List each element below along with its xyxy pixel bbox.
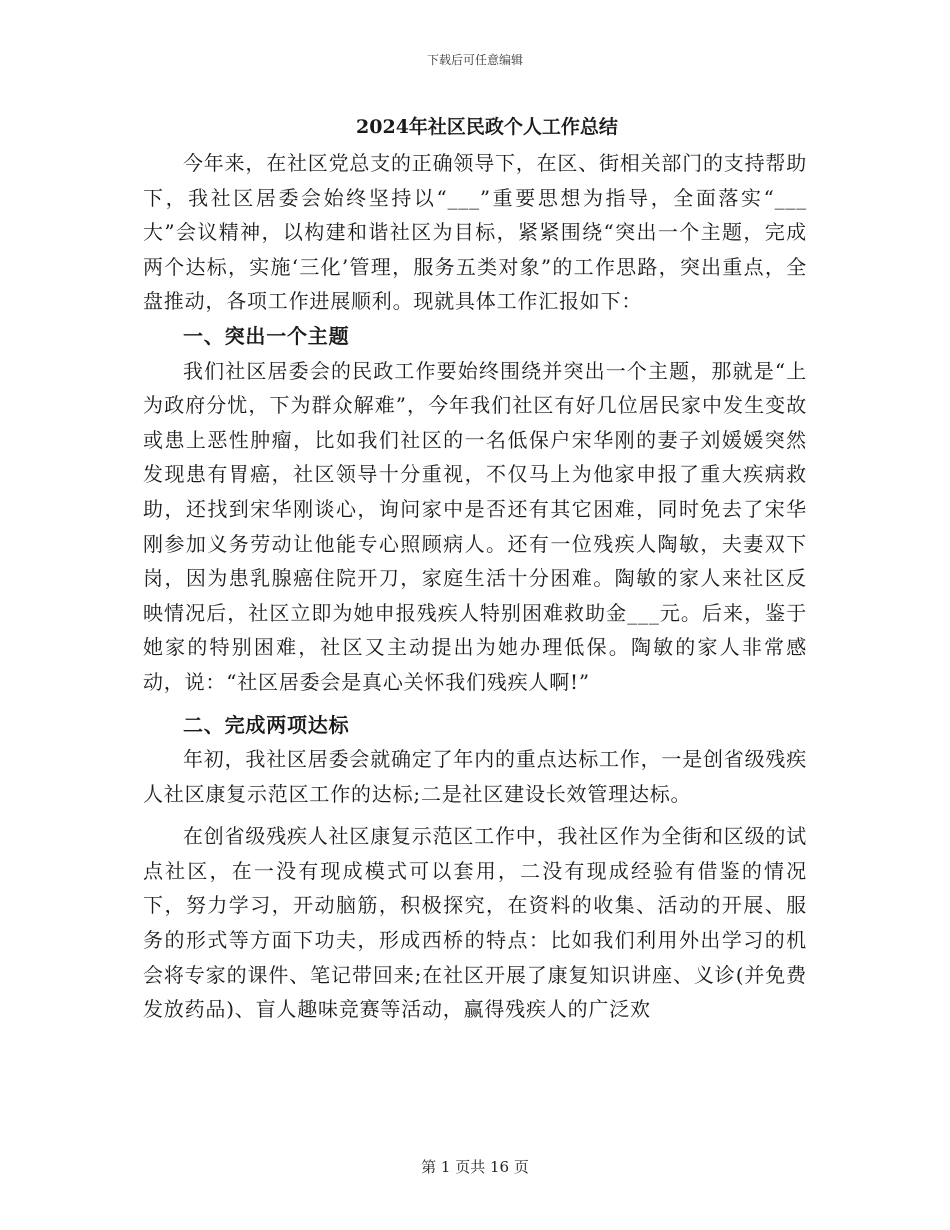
section-heading-2: 二、完成两项达标 (183, 712, 350, 737)
section-heading-1: 一、突出一个主题 (183, 323, 350, 348)
document-title: 2024年社区民政个人工作总结 (356, 116, 618, 138)
section-2-paragraph-1: 年初，我社区居委会就确定了年内的重点达标工作，一是创省级残疾人社区康复示范区工作的达标;二是社区建设长效管理达标。 (143, 747, 807, 806)
section-2-paragraph-2: 在创省级残疾人社区康复示范区工作中，我社区作为全街和区级的试点社区，在一没有现成模式可以套用，二没有现成经验有借鉴的情况下，努力学习，开动脑筋，积极探究，在资料的收集、活动的开展、服务的形式等方面下功夫，形成西桥的特点：比如我们利用外出学习的机会将专家的课件、笔记带回来;在社区开展了康复知识讲座、义诊(并免费发放药品)、盲人趣味竞赛等活动，赢得残疾人的广泛欢 (143, 824, 807, 1022)
document-body (143, 146, 807, 1027)
section-1-paragraph: 我们社区居委会的民政工作要始终围绕并突出一个主题，那就是“上为政府分忧，下为群众解难”，今年我们社区有好几位居民家中发生变故或患上恶性肿瘤，比如我们社区的一名低保户宋华刚的妻子刘媛媛突然发现患有胃癌，社区领导十分重视，不仅马上为他家申报了重大疾病救助，还找到宋华刚谈心，询问家中是否还有其它困难，同时免去了宋华刚参加义务劳动让他能专心照顾病人。还有一位残疾人陶敏，夫妻双下岗，因为患乳腺癌住院开刀，家庭生活十分困难。陶敏的家人来社区反映情况后，社区立即为她申报残疾人特别困难救助金___元。后来，鉴于她家的特别困难，社区又主动提出为她办理低保。陶敏的家人非常感动，说：“社区居委会是真心关怀我们残疾人啊!” (143, 358, 807, 694)
page-header-note: 下载后可任意编辑 (426, 53, 523, 67)
page-number: 第 1 页共 16 页 (421, 1158, 529, 1176)
intro-paragraph: 今年来，在社区党总支的正确领导下，在区、街相关部门的支持帮助下，我社区居委会始终坚持以“___”重要思想为指导，全面落实“___大”会议精神，以构建和谐社区为目标，紧紧围绕“突出一个主题，完成两个达标，实施‘三化’管理，服务五类对象”的工作思路，突出重点，全盘推动，各项工作进展顺利。现就具体工作汇报如下： (143, 151, 807, 314)
